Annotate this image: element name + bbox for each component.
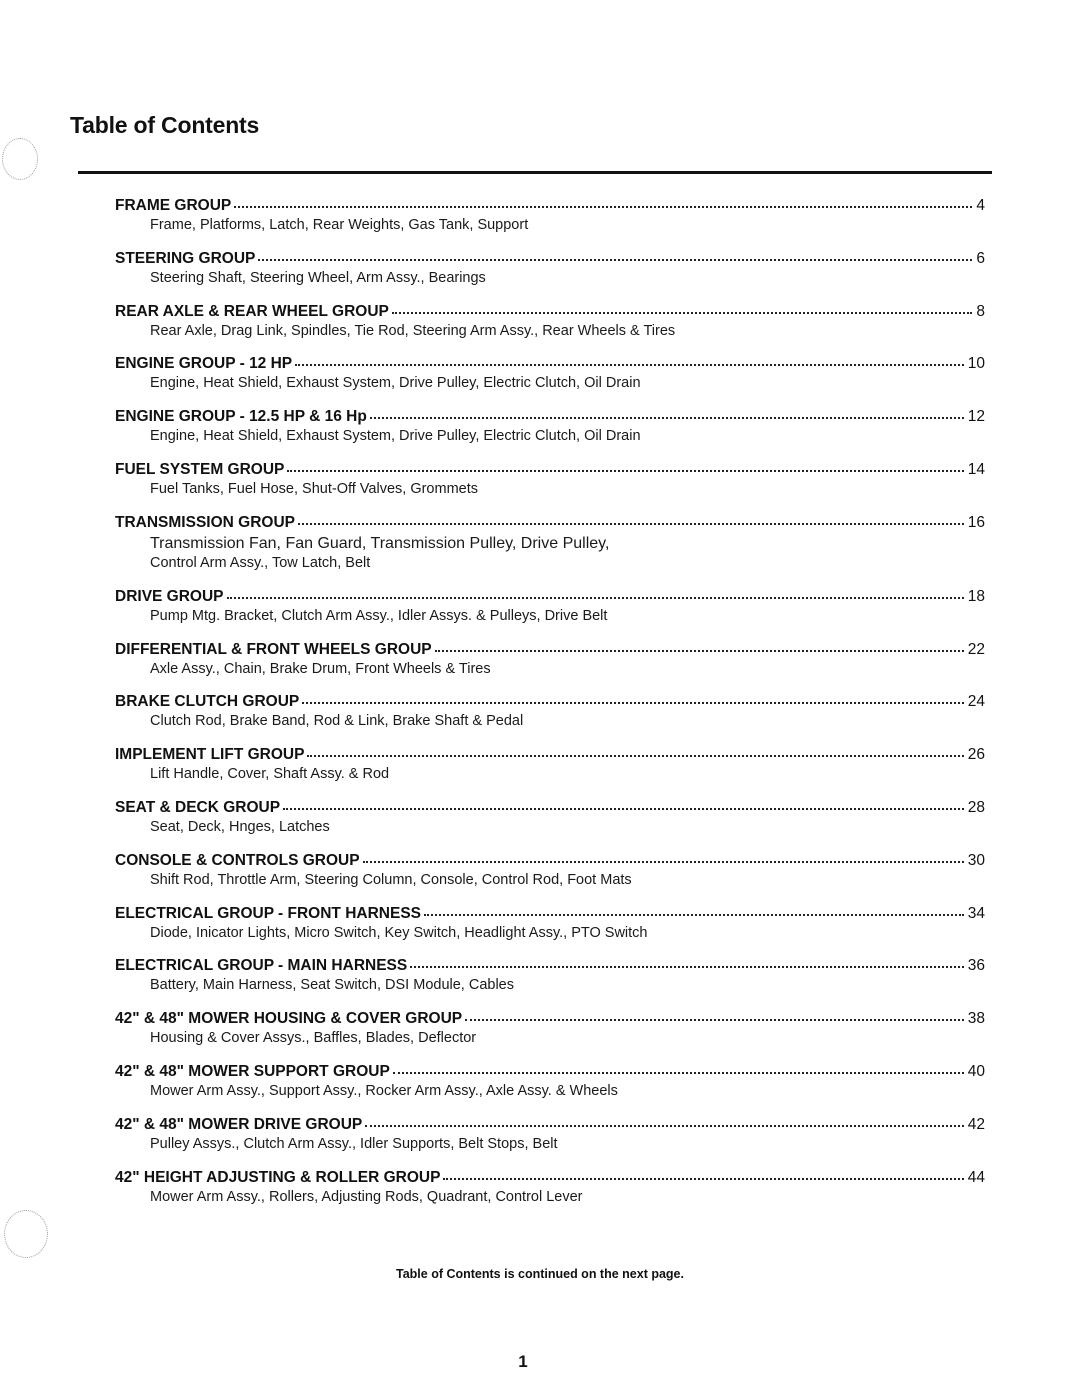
- toc-page-number: 36: [967, 957, 985, 975]
- toc-entry: [115, 302, 985, 355]
- toc-heading-line: [115, 249, 985, 269]
- toc-entry: [115, 692, 985, 745]
- toc-page-number: 10: [967, 355, 985, 373]
- toc-page-number: 22: [967, 640, 985, 658]
- dot-leader: [295, 363, 964, 366]
- toc-page-number: 12: [967, 408, 985, 426]
- toc-heading-line: [115, 692, 985, 712]
- toc-heading-line: [115, 904, 985, 924]
- toc-page-number: 30: [967, 851, 985, 869]
- toc-heading-line: [115, 1168, 985, 1188]
- toc-heading: REAR AXLE & REAR WHEEL GROUP: [115, 302, 389, 320]
- toc-entry: [115, 798, 985, 851]
- toc-entry: [115, 851, 985, 904]
- toc-heading-line: [115, 640, 985, 660]
- punch-hole-bottom: [4, 1210, 48, 1258]
- toc-entry: [115, 1115, 985, 1168]
- toc-heading-line: [115, 1115, 985, 1135]
- toc-heading: FUEL SYSTEM GROUP: [115, 460, 285, 478]
- toc-description: Pump Mtg. Bracket, Clutch Arm Assy., Idler Assys. & Pulleys, Drive Belt: [150, 607, 608, 624]
- toc-heading-line: [115, 513, 985, 533]
- title-rule: [78, 171, 992, 174]
- toc-description: Housing & Cover Assys., Baffles, Blades, Deflector: [150, 1030, 477, 1047]
- toc-page-number: 42: [967, 1115, 985, 1133]
- table-of-contents: [115, 196, 985, 1220]
- toc-description: Control Arm Assy., Tow Latch, Belt: [150, 554, 371, 571]
- toc-heading: 42" & 48" MOWER DRIVE GROUP: [115, 1115, 363, 1133]
- toc-entry: [115, 460, 985, 513]
- toc-heading: DIFFERENTIAL & FRONT WHEELS GROUP: [115, 640, 432, 658]
- toc-page-number: 8: [976, 302, 985, 320]
- toc-description: Frame, Platforms, Latch, Rear Weights, Gas Tank, Support: [150, 217, 529, 233]
- dot-leader: [258, 258, 972, 261]
- toc-entry: [115, 196, 985, 249]
- toc-description: Mower Arm Assy., Support Assy., Rocker Arm Assy., Axle Assy. & Wheels: [150, 1082, 618, 1099]
- toc-entry: [115, 587, 985, 640]
- toc-description: Seat, Deck, Hnges, Latches: [150, 818, 330, 835]
- toc-entry: [115, 513, 985, 587]
- dot-leader: [392, 311, 973, 314]
- toc-heading-line: [115, 956, 985, 976]
- toc-page-number: 28: [967, 798, 985, 816]
- dot-leader: [302, 701, 963, 704]
- toc-description: Transmission Fan, Fan Guard, Transmission Pulley, Drive Pulley,: [150, 534, 610, 552]
- dot-leader: [363, 860, 964, 863]
- toc-page-number: 18: [967, 587, 985, 605]
- toc-description: Fuel Tanks, Fuel Hose, Shut-Off Valves, Grommets: [150, 480, 478, 497]
- toc-heading: CONSOLE & CONTROLS GROUP: [115, 851, 360, 869]
- toc-heading: IMPLEMENT LIFT GROUP: [115, 746, 305, 764]
- dot-leader: [287, 469, 963, 472]
- toc-heading-line: [115, 745, 985, 765]
- toc-entry: [115, 640, 985, 693]
- page-number: 1: [518, 1352, 528, 1371]
- toc-entry: [115, 904, 985, 957]
- toc-description: Axle Assy., Chain, Brake Drum, Front Wheels & Tires: [150, 660, 491, 677]
- toc-heading: 42" & 48" MOWER SUPPORT GROUP: [115, 1062, 390, 1080]
- continued-note: Table of Contents is continued on the next page.: [396, 1267, 684, 1281]
- toc-page-number: 38: [967, 1010, 985, 1028]
- dot-leader: [370, 416, 964, 419]
- dot-leader: [410, 965, 964, 968]
- punch-hole-top: [2, 138, 38, 180]
- toc-description: Engine, Heat Shield, Exhaust System, Drive Pulley, Electric Clutch, Oil Drain: [150, 375, 641, 392]
- toc-page-number: 24: [967, 693, 985, 711]
- toc-entry: [115, 956, 985, 1009]
- dot-leader: [393, 1071, 964, 1074]
- toc-page-number: 40: [967, 1062, 985, 1080]
- dot-leader: [365, 1124, 964, 1127]
- toc-heading: STEERING GROUP: [115, 249, 256, 267]
- toc-entry: [115, 354, 985, 407]
- toc-description: Shift Rod, Throttle Arm, Steering Column, Console, Control Rod, Foot Mats: [150, 871, 632, 888]
- dot-leader: [283, 807, 964, 810]
- page-title: Table of Contents: [70, 112, 260, 138]
- toc-page-number: 14: [967, 460, 985, 478]
- toc-heading: ENGINE GROUP - 12.5 HP & 16 Hp: [115, 408, 367, 426]
- toc-entry: [115, 407, 985, 460]
- toc-page-number: 16: [967, 513, 985, 531]
- toc-entry: [115, 249, 985, 302]
- toc-heading-line: [115, 354, 985, 374]
- toc-description: Lift Handle, Cover, Shaft Assy. & Rod: [150, 766, 390, 783]
- toc-page-number: 6: [976, 249, 985, 267]
- toc-heading-line: [115, 302, 985, 322]
- toc-description: Pulley Assys., Clutch Arm Assy., Idler Supports, Belt Stops, Belt: [150, 1135, 558, 1152]
- toc-description: Engine, Heat Shield, Exhaust System, Drive Pulley, Electric Clutch, Oil Drain: [150, 428, 641, 445]
- toc-heading: 42" & 48" MOWER HOUSING & COVER GROUP: [115, 1010, 463, 1028]
- toc-entry: [115, 745, 985, 798]
- toc-heading-line: [115, 587, 985, 607]
- toc-page-number: 34: [967, 904, 985, 922]
- toc-heading: ELECTRICAL GROUP - FRONT HARNESS: [115, 904, 421, 922]
- toc-entry: [115, 1062, 985, 1115]
- toc-heading-line: [115, 1062, 985, 1082]
- toc-heading: BRAKE CLUTCH GROUP: [115, 693, 300, 711]
- dot-leader: [424, 913, 964, 916]
- toc-heading: FRAME GROUP: [115, 197, 232, 214]
- toc-description: Diode, Inicator Lights, Micro Switch, Key Switch, Headlight Assy., PTO Switch: [150, 924, 648, 941]
- toc-description: Rear Axle, Drag Link, Spindles, Tie Rod, Steering Arm Assy., Rear Wheels & Tires: [150, 322, 676, 339]
- toc-heading-line: [115, 460, 985, 480]
- toc-entry: [115, 1009, 985, 1062]
- toc-heading-line: [115, 1009, 985, 1029]
- toc-description: Clutch Rod, Brake Band, Rod & Link, Brake Shaft & Pedal: [150, 713, 524, 730]
- toc-description: Battery, Main Harness, Seat Switch, DSI Module, Cables: [150, 977, 514, 994]
- toc-heading: TRANSMISSION GROUP: [115, 513, 295, 531]
- dot-leader: [465, 1018, 964, 1021]
- toc-entry: [115, 1168, 985, 1221]
- dot-leader: [227, 596, 964, 599]
- toc-heading-line: [115, 851, 985, 871]
- toc-description: Mower Arm Assy., Rollers, Adjusting Rods, Quadrant, Control Lever: [150, 1188, 583, 1205]
- toc-heading: ELECTRICAL GROUP - MAIN HARNESS: [115, 957, 408, 975]
- dot-leader: [298, 522, 964, 525]
- toc-heading-line: [115, 196, 985, 216]
- toc-heading: ENGINE GROUP - 12 HP: [115, 355, 293, 373]
- dot-leader: [435, 649, 964, 652]
- toc-page-number: 26: [967, 746, 985, 764]
- toc-heading-line: [115, 407, 985, 427]
- toc-heading-line: [115, 798, 985, 818]
- dot-leader: [234, 205, 972, 208]
- dot-leader: [307, 754, 963, 757]
- toc-heading: 42" HEIGHT ADJUSTING & ROLLER GROUP: [115, 1168, 441, 1186]
- toc-description: Steering Shaft, Steering Wheel, Arm Assy., Bearings: [150, 269, 486, 286]
- toc-heading: SEAT & DECK GROUP: [115, 798, 281, 816]
- dot-leader: [443, 1177, 963, 1180]
- toc-heading: DRIVE GROUP: [115, 587, 224, 605]
- toc-page-number: 4: [976, 197, 985, 214]
- toc-page-number: 44: [967, 1168, 985, 1186]
